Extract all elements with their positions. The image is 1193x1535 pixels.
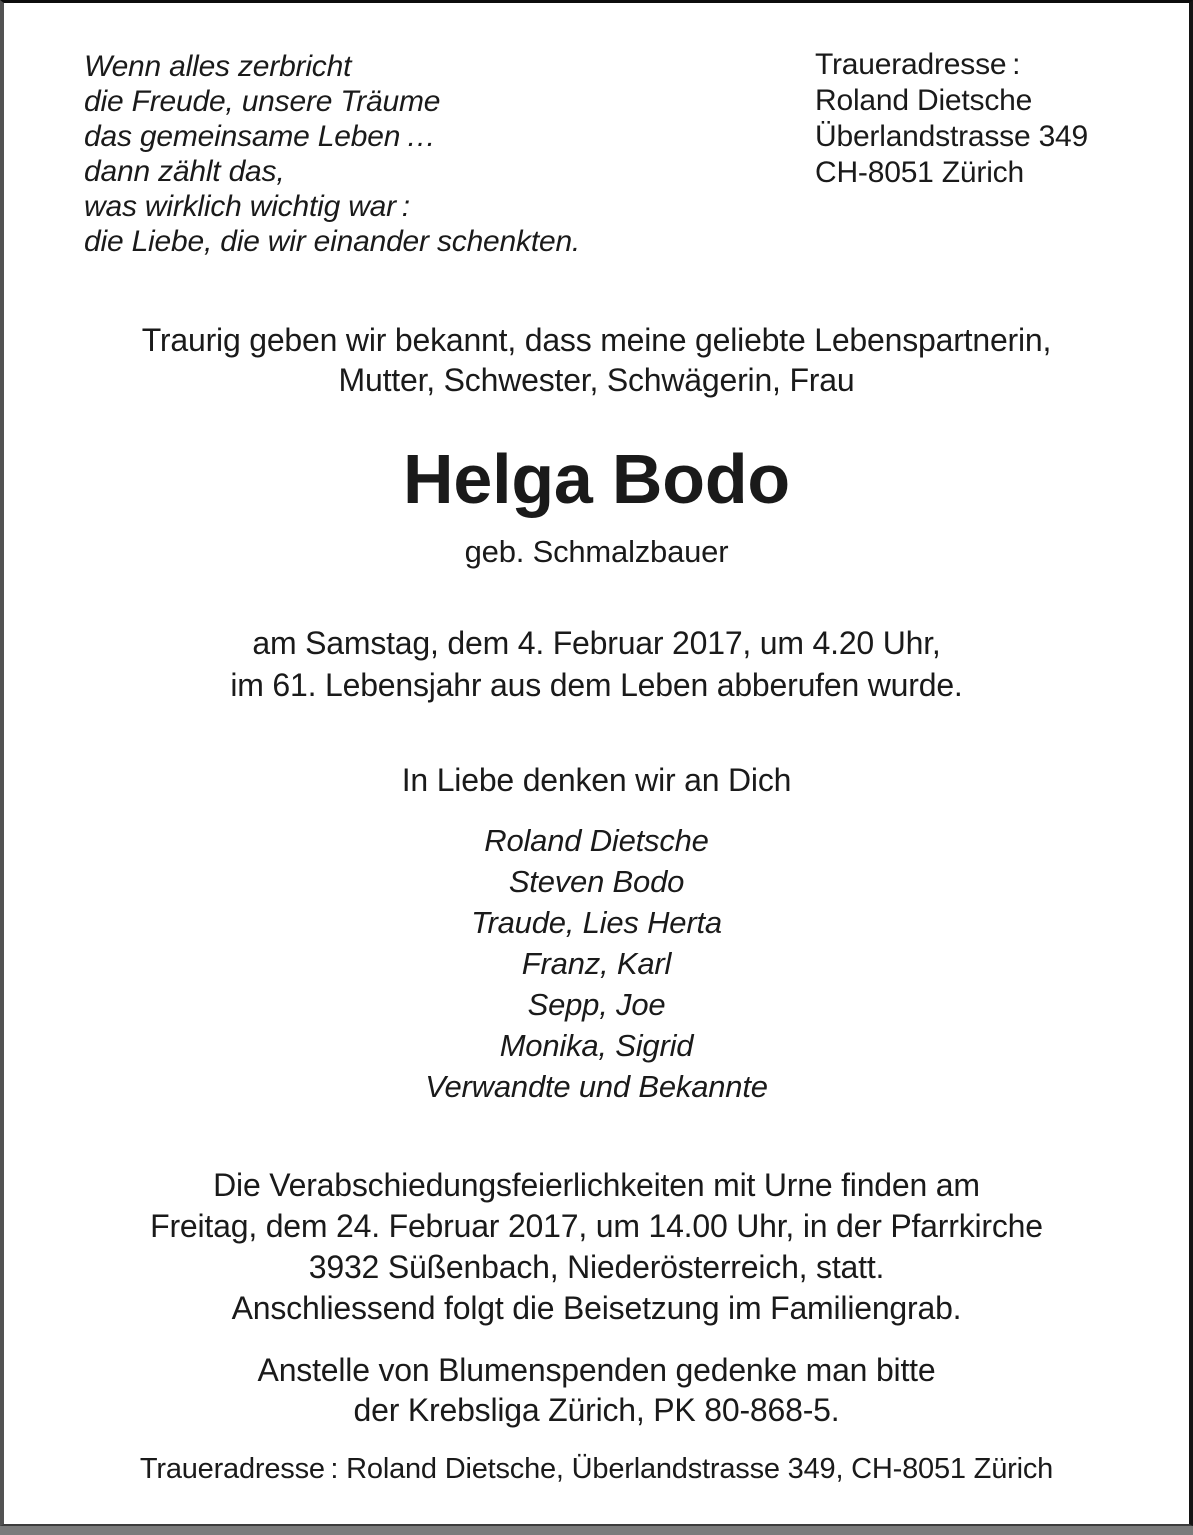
mourning-address-label: Traueradresse : — [815, 48, 1021, 81]
mourner-name: Traude, Lies Herta — [471, 905, 722, 940]
donation-line: Anstelle von Blumenspenden gedenke man bitte — [257, 1352, 936, 1388]
poem-line: die Freude, unsere Träume — [84, 85, 441, 118]
mourning-address-line: Roland Dietsche — [815, 84, 1033, 117]
announcement-text — [0, 320, 1193, 400]
death-notice-line: am Samstag, dem 4. Februar 2017, um 4.20 Uhr, — [252, 625, 941, 661]
footer-mourning-address: Traueradresse : Roland Dietsche, Überlandstrasse 349, CH-8051 Zürich — [139, 1453, 1054, 1485]
epigraph-poem — [84, 49, 580, 259]
mourning-address-block — [815, 47, 1088, 191]
death-notice-line: im 61. Lebensjahr aus dem Leben abberufen wurde. — [230, 667, 963, 703]
maiden-name: geb. Schmalzbauer — [464, 534, 729, 569]
death-notice-text — [0, 622, 1193, 706]
ceremony-details — [0, 1165, 1193, 1329]
donation-line: der Krebsliga Zürich, PK 80-868-5. — [353, 1392, 840, 1428]
announcement-line: Mutter, Schwester, Schwägerin, Frau — [338, 362, 855, 398]
poem-line: das gemeinsame Leben … — [84, 120, 436, 153]
ceremony-line: Anschliessend folgt die Beisetzung im Familiengrab. — [231, 1290, 962, 1326]
mourner-name: Verwandte und Bekannte — [425, 1069, 768, 1104]
deceased-name: Helga Bodo — [403, 440, 790, 518]
mourner-name: Franz, Karl — [521, 946, 672, 981]
mourner-name: Sepp, Joe — [527, 987, 666, 1022]
remembrance-line: In Liebe denken wir an Dich — [401, 762, 792, 798]
ceremony-line: 3932 Süßenbach, Niederösterreich, statt. — [308, 1249, 885, 1285]
ceremony-line: Die Verabschiedungsfeierlichkeiten mit Urne finden am — [213, 1167, 980, 1203]
donation-request — [0, 1350, 1193, 1430]
mourner-name: Roland Dietsche — [484, 823, 709, 858]
mourners-list — [0, 820, 1193, 1107]
poem-line: dann zählt das, — [84, 155, 285, 188]
announcement-line: Traurig geben wir bekannt, dass meine geliebte Lebenspartnerin, — [141, 322, 1052, 358]
mourner-name: Monika, Sigrid — [499, 1028, 694, 1063]
mourner-name: Steven Bodo — [508, 864, 685, 899]
poem-line: die Liebe, die wir einander schenkten. — [84, 225, 581, 258]
mourning-address-line: CH-8051 Zürich — [815, 156, 1024, 189]
poem-line: Wenn alles zerbricht — [84, 50, 352, 83]
mourning-address-line: Überlandstrasse 349 — [815, 120, 1089, 153]
ceremony-line: Freitag, dem 24. Februar 2017, um 14.00 Uhr, in der Pfarrkirche — [150, 1208, 1043, 1244]
poem-line: was wirklich wichtig war : — [84, 190, 410, 223]
